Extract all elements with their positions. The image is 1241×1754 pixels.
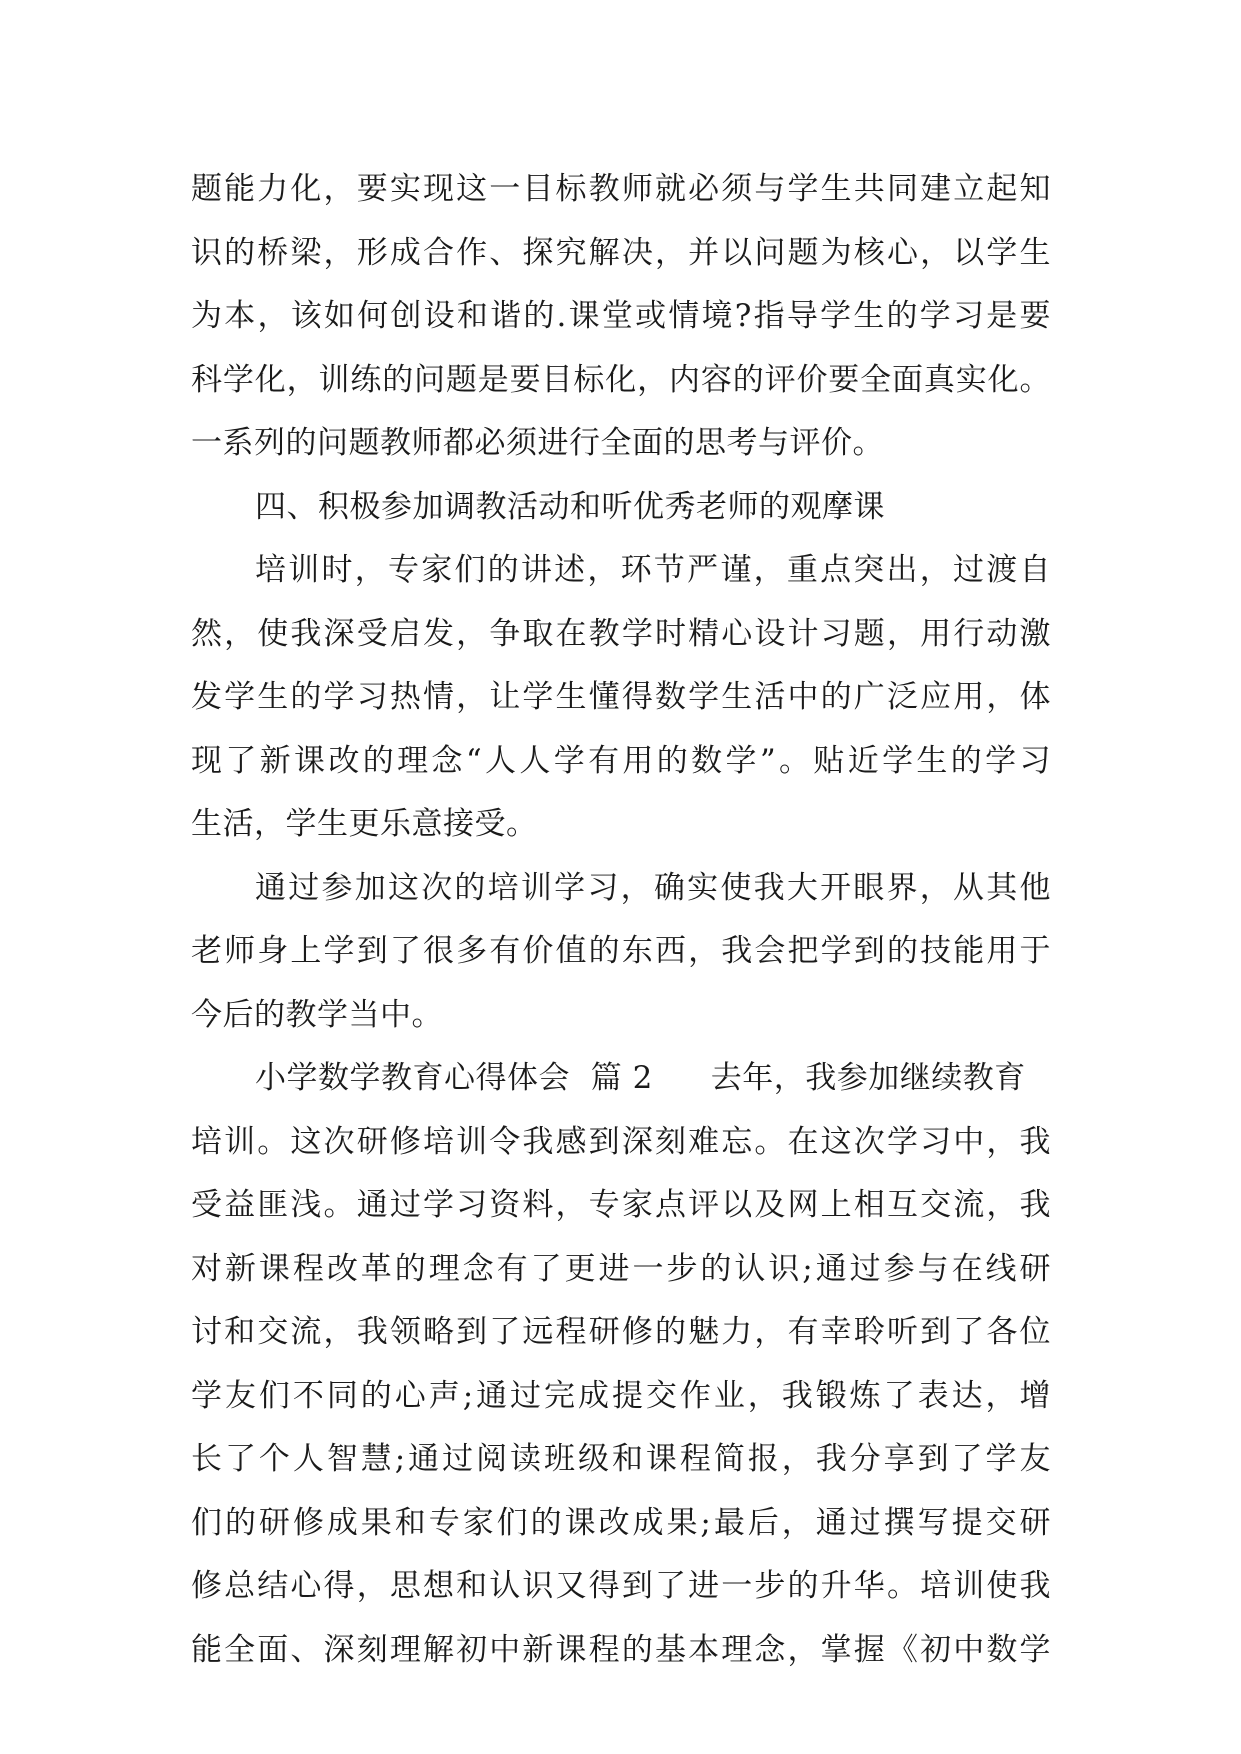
article-title: 小学数学教育心得体会 bbox=[255, 1060, 570, 1096]
paragraph-start: 去年，我参加继续教育 bbox=[710, 1060, 1026, 1096]
text-line: 题能力化，要实现这一目标教师就必须与学生共同建立起知 bbox=[191, 171, 1051, 207]
text-line: 培训。这次研修培训令我感到深刻难忘。在这次学习中，我 bbox=[191, 1123, 1051, 1160]
text-line: 识的桥梁，形成合作、探究解决，并以问题为核心，以学生 bbox=[191, 234, 1051, 271]
text-line: 为本，该如何创设和谐的.课堂或情境?指导学生的学习是要 bbox=[191, 298, 1051, 334]
text-line: 讨和交流，我领略到了远程研修的魅力，有幸聆听到了各位 bbox=[191, 1314, 1051, 1350]
text-line: 能全面、深刻理解初中新课程的基本理念，掌握《初中数学 bbox=[191, 1631, 1051, 1668]
text-line: 然，使我深受启发，争取在教学时精心设计习题，用行动激 bbox=[191, 615, 1051, 652]
text-line: 长了个人智慧;通过阅读班级和课程简报，我分享到了学友 bbox=[191, 1441, 1051, 1477]
text-line: 对新课程改革的理念有了更进一步的认识;通过参与在线研 bbox=[191, 1250, 1051, 1287]
text-line: 现了新课改的理念“人人学有用的数学”。贴近学生的学习 bbox=[191, 742, 1051, 779]
text-line: 一系列的问题教师都必须进行全面的思考与评价。 bbox=[191, 425, 884, 461]
text-line: 发学生的学习热情，让学生懂得数学生活中的广泛应用，体 bbox=[191, 679, 1051, 715]
section-heading: 四、积极参加调教活动和听优秀老师的观摩课 bbox=[255, 488, 885, 525]
text-line: 修总结心得，思想和认识又得到了进一步的升华。培训使我 bbox=[191, 1568, 1051, 1604]
text-line: 生活，学生更乐意接受。 bbox=[191, 806, 538, 842]
text-line: 科学化，训练的问题是要目标化，内容的评价要全面真实化。 bbox=[191, 361, 1051, 398]
text-line: 们的研修成果和专家们的课改成果;最后，通过撰写提交研 bbox=[191, 1504, 1051, 1541]
article-heading-line bbox=[191, 1047, 1051, 1111]
text-line: 通过参加这次的培训学习，确实使我大开眼界，从其他 bbox=[255, 869, 1051, 906]
text-line: 受益匪浅。通过学习资料，专家点评以及网上相互交流，我 bbox=[191, 1187, 1051, 1223]
text-line: 学友们不同的心声;通过完成提交作业，我锻炼了表达，增 bbox=[191, 1377, 1051, 1414]
text-line: 培训时，专家们的讲述，环节严谨，重点突出，过渡自 bbox=[255, 552, 1051, 588]
body-text bbox=[191, 158, 1051, 1682]
text-line: 老师身上学到了很多有价值的东西，我会把学到的技能用于 bbox=[191, 933, 1051, 969]
section-number: 篇 2 bbox=[590, 1060, 653, 1096]
text-line: 今后的教学当中。 bbox=[191, 996, 443, 1033]
